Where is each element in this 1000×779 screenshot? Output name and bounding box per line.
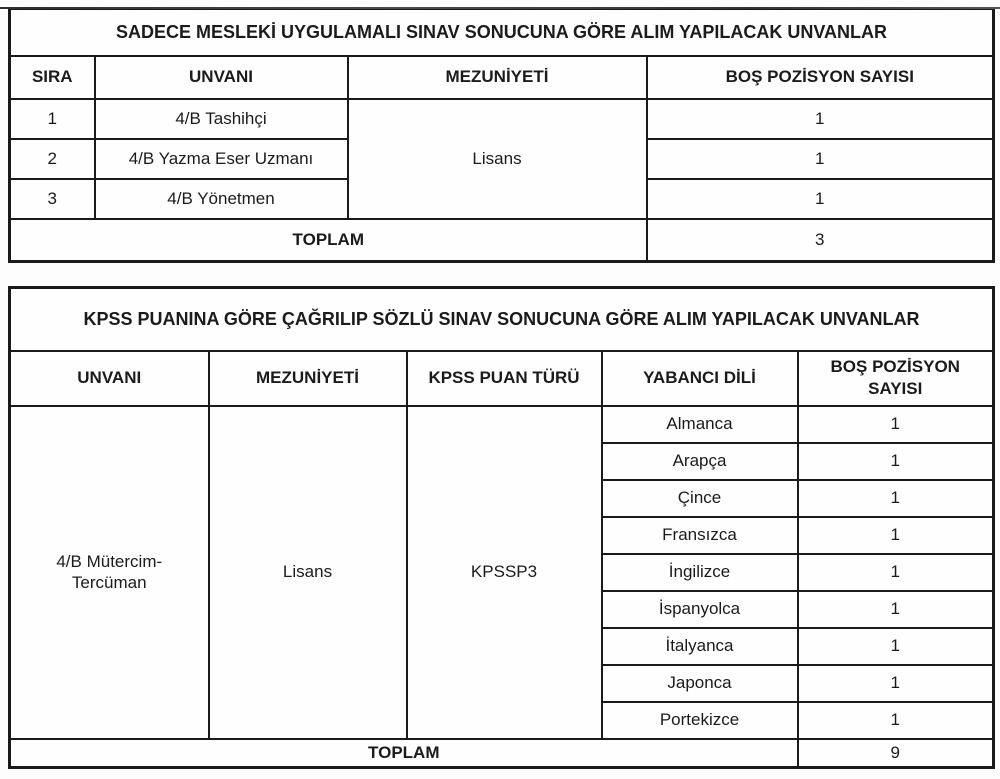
cell-yabanci-dili: Japonca [602,665,798,702]
cell-yabanci-dili: Çince [602,480,798,517]
table-1-header-row [10,56,994,99]
cell-yabanci-dili: Portekizce [602,702,798,739]
cell-unvani: 4/B Tashihçi [95,99,348,139]
top-edge-artifact [0,7,1000,9]
table-1-toplam-row [10,219,994,262]
cell-bos-pozisyon: 1 [798,702,994,739]
table-1-title: SADECE MESLEKİ UYGULAMALI SINAV SONUCUNA GÖRE ALIM YAPILACAK UNVANLAR [10,9,994,56]
column-header-bos-pozisyon-sayisi [798,351,994,406]
cell-bos-pozisyon: 1 [798,591,994,628]
table-row [10,406,994,443]
cell-yabanci-dili: Fransızca [602,517,798,554]
column-header-bos-pozisyon-sayisi-text: BOŞ POZİSYON SAYISI [830,356,960,398]
cell-bos-pozisyon: 1 [798,517,994,554]
cell-bos-pozisyon: 1 [798,554,994,591]
column-header-bos-pozisyon-sayisi: BOŞ POZİSYON SAYISI [647,56,994,99]
table-row [10,99,994,139]
cell-bos-pozisyon: 1 [798,628,994,665]
cell-bos-pozisyon: 1 [798,443,994,480]
cell-unvani-text: 4/B Mütercim-Tercüman [56,551,163,592]
column-header-unvani: UNVANI [10,351,209,406]
column-header-kpss-puan-turu: KPSS PUAN TÜRÜ [407,351,602,406]
cell-kpss-puan-turu-merged: KPSSP3 [407,406,602,739]
cell-bos-pozisyon: 1 [798,480,994,517]
cell-bos-pozisyon: 1 [647,139,994,179]
cell-unvani-merged [10,406,209,739]
column-header-sira: SIRA [10,56,95,99]
cell-sira: 1 [10,99,95,139]
column-header-yabanci-dili: YABANCI DİLİ [602,351,798,406]
cell-bos-pozisyon: 1 [798,406,994,443]
cell-yabanci-dili: Arapça [602,443,798,480]
table-2-kpss-sozlu-sinav [8,286,995,769]
cell-yabanci-dili: İngilizce [602,554,798,591]
column-header-unvani: UNVANI [95,56,348,99]
toplam-label: TOPLAM [10,739,798,768]
column-header-mezuniyeti: MEZUNİYETİ [209,351,407,406]
cell-bos-pozisyon: 1 [647,99,994,139]
cell-sira: 2 [10,139,95,179]
table-1-title-row [10,9,994,56]
cell-bos-pozisyon: 1 [798,665,994,702]
table-1-mesleki-uygulamali [8,7,995,263]
cell-unvani: 4/B Yönetmen [95,179,348,219]
cell-bos-pozisyon: 1 [647,179,994,219]
table-2-toplam-row [10,739,994,768]
cell-unvani: 4/B Yazma Eser Uzmanı [95,139,348,179]
toplam-value: 9 [798,739,994,768]
table-2-title-row [10,288,994,351]
cell-sira: 3 [10,179,95,219]
cell-mezuniyeti-merged: Lisans [209,406,407,739]
table-2-title-text: KPSS PUANINA GÖRE ÇAĞRILIP SÖZLÜ SINAV SONUCUNA GÖRE ALIM YAPILACAK UNVANLAR [83,309,920,330]
table-2-title [10,288,994,351]
cell-yabanci-dili: İtalyanca [602,628,798,665]
table-2-header-row [10,351,994,406]
cell-yabanci-dili: Almanca [602,406,798,443]
toplam-value: 3 [647,219,994,262]
cell-mezuniyeti-merged: Lisans [348,99,647,219]
cell-yabanci-dili: İspanyolca [602,591,798,628]
toplam-label: TOPLAM [10,219,647,262]
column-header-mezuniyeti: MEZUNİYETİ [348,56,647,99]
